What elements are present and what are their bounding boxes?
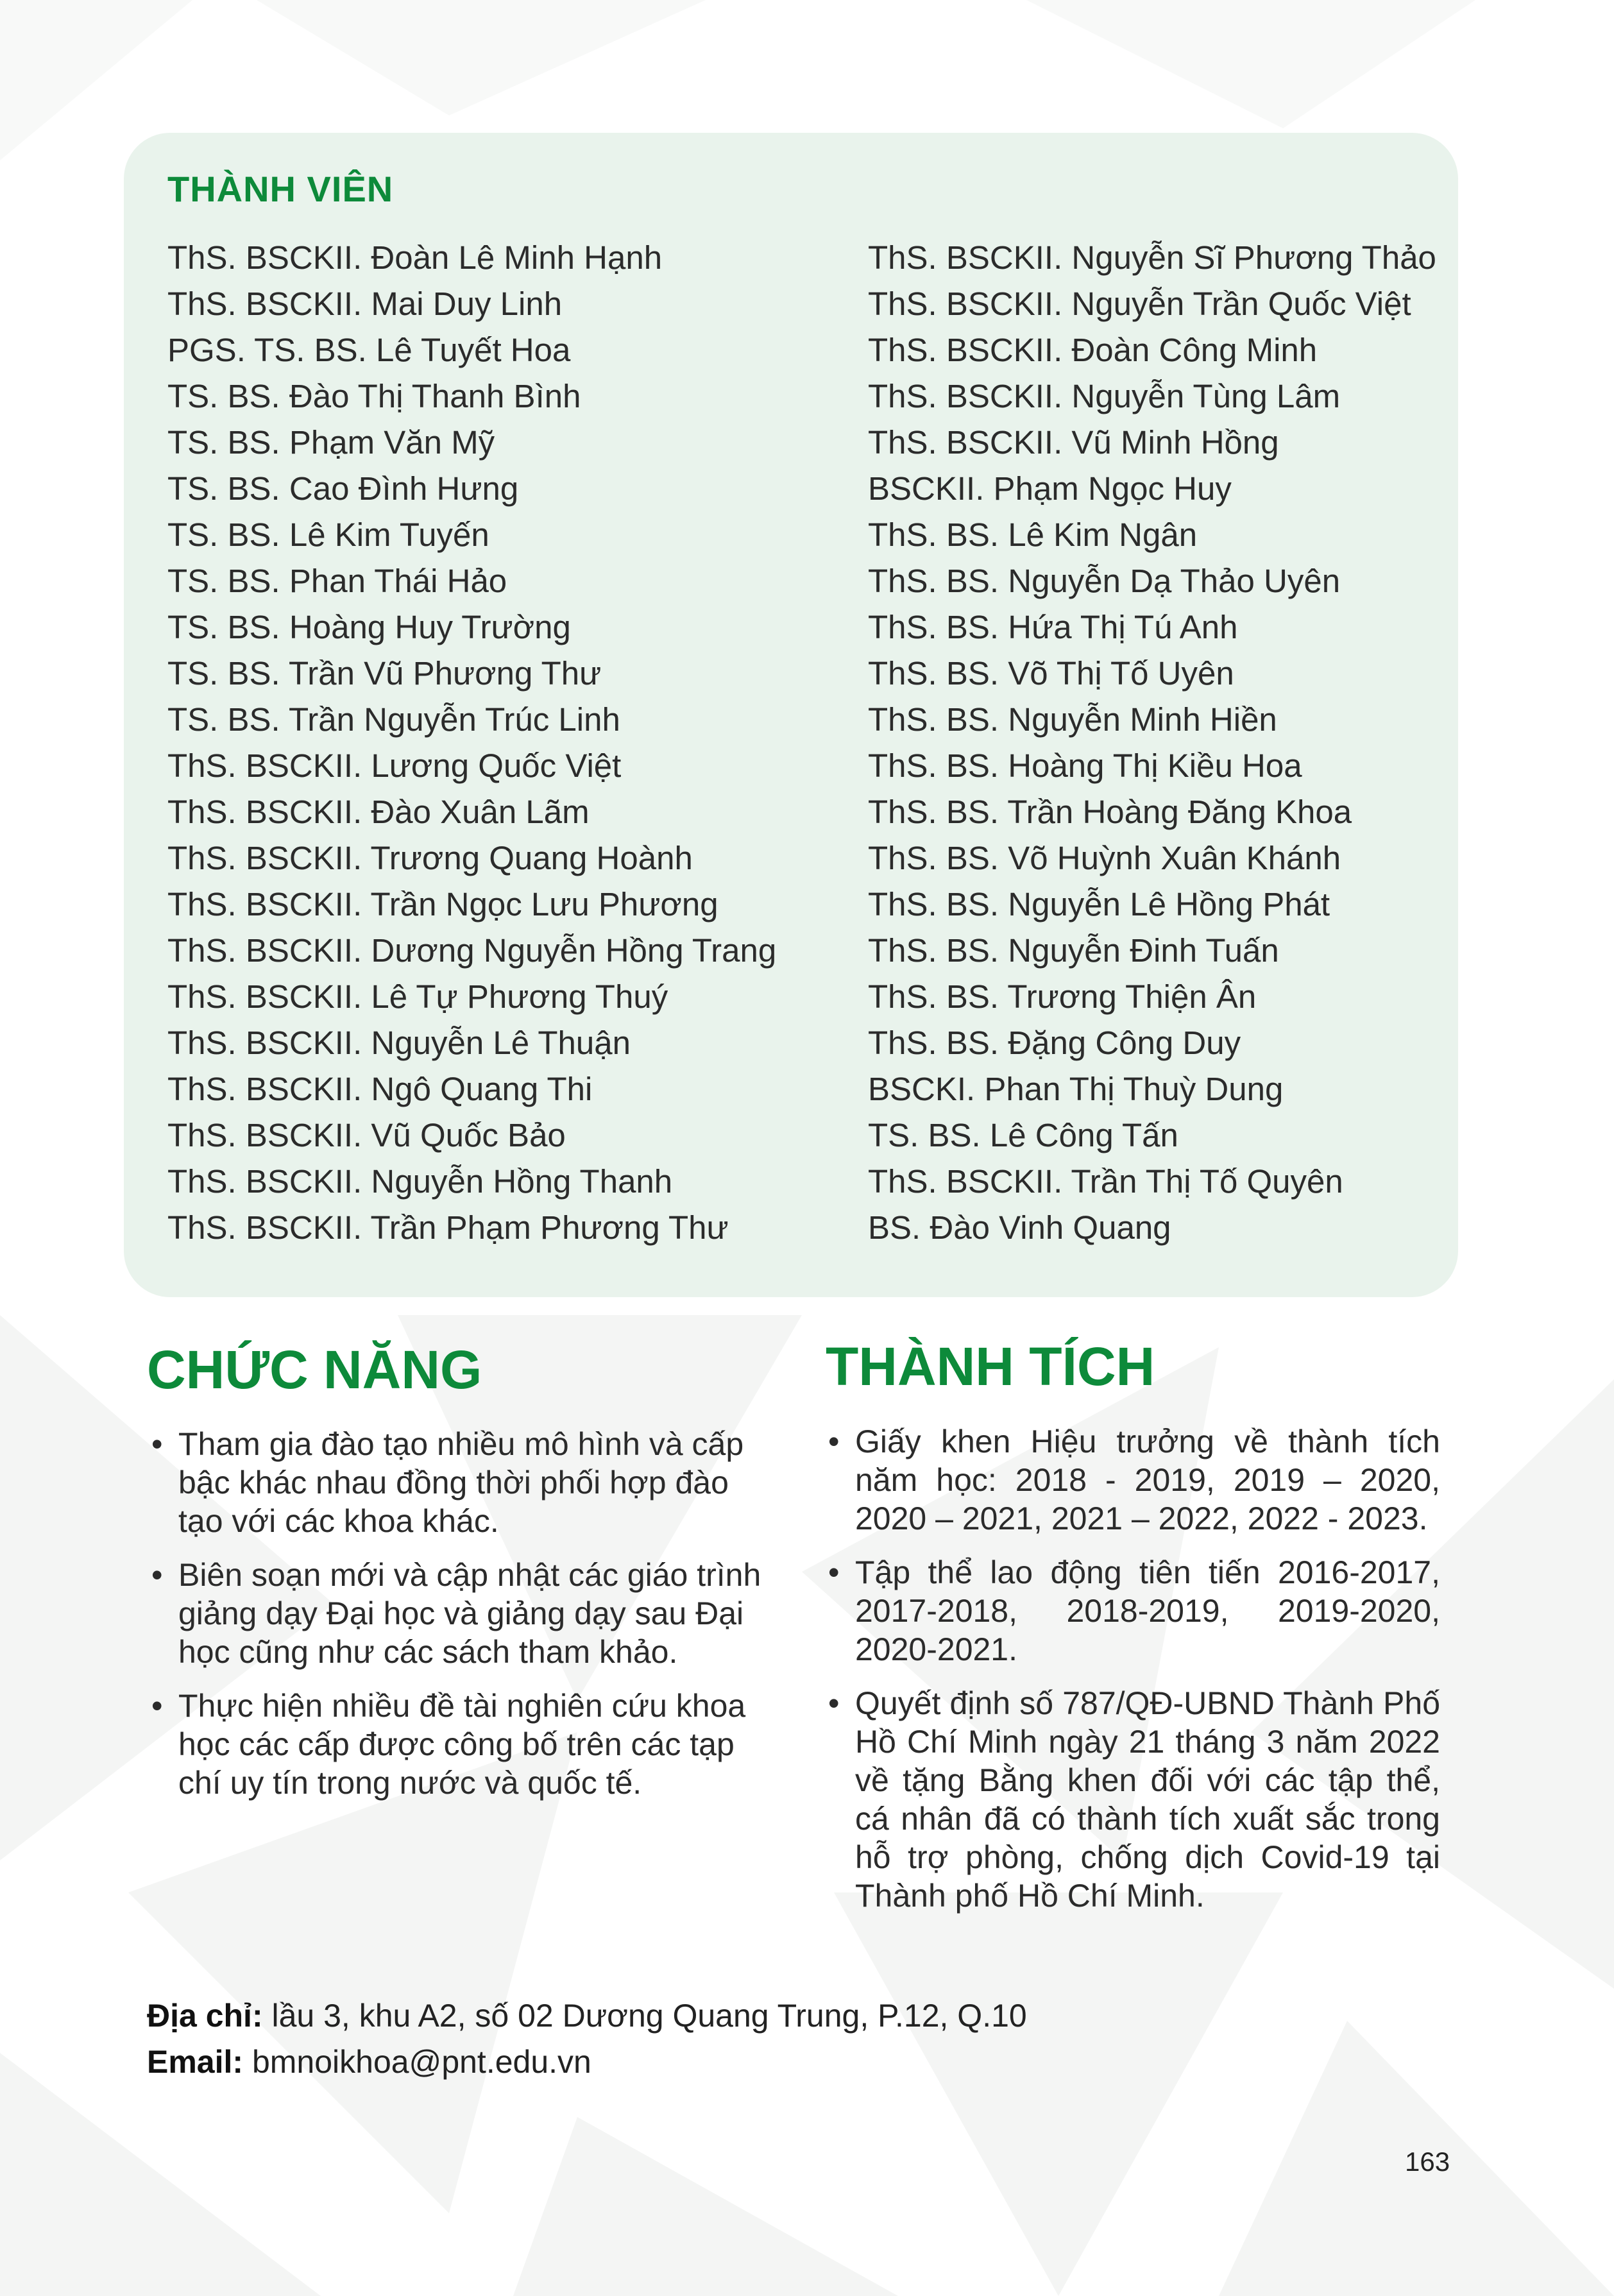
member-name: ThS. BSCKII. Trần Ngọc Lưu Phương [167, 886, 718, 923]
member-name: ThS. BSCKII. Nguyễn Hồng Thanh [167, 1163, 673, 1200]
member-name: TS. BS. Cao Đình Hưng [167, 470, 519, 507]
functions-item-text: Biên soạn mới và cập nhật các giáo trình giảng dạy Đại học và giảng dạy sau Đại học cũng như các sách tham khảo. [178, 1557, 761, 1670]
member-name: ThS. BS. Võ Huỳnh Xuân Khánh [868, 840, 1341, 876]
member-name: ThS. BSCKII. Nguyễn Sĩ Phương Thảo [868, 239, 1436, 276]
member-name: ThS. BSCKII. Đoàn Công Minh [868, 332, 1318, 368]
achievements-item-text: Quyết định số 787/QĐ-UBND Thành Phố Hồ Chí Minh ngày 21 tháng 3 năm 2022 về tặng Bằng khen đối với các tập thể, cá nhân đã có thành tích xuất sắc trong hỗ trợ phòng, chống dịch Covid-19 tại Thành phố Hồ Chí Minh. [855, 1685, 1440, 1914]
member-name: ThS. BS. Hoàng Thị Kiều Hoa [868, 747, 1302, 784]
member-name: TS. BS. Phan Thái Hảo [167, 563, 507, 599]
member-name: ThS. BS. Đặng Công Duy [868, 1025, 1241, 1061]
member-name: ThS. BSCKII. Lương Quốc Việt [167, 747, 622, 784]
functions-heading: CHỨC NĂNG [147, 1339, 482, 1400]
functions-item [149, 1687, 768, 1802]
member-name: ThS. BSCKII. Nguyễn Lê Thuận [167, 1025, 631, 1061]
member-name: ThS. BSCKII. Lê Tự Phương Thuý [167, 978, 668, 1015]
member-name: ThS. BS. Nguyễn Dạ Thảo Uyên [868, 563, 1341, 599]
member-name: BSCKII. Phạm Ngọc Huy [868, 470, 1232, 507]
contact-address [147, 1993, 1027, 2038]
member-name: BS. Đào Vinh Quang [868, 1209, 1171, 1246]
member-name: ThS. BSCKII. Ngô Quang Thi [167, 1071, 593, 1107]
member-name: TS. BS. Trần Nguyễn Trúc Linh [167, 701, 620, 738]
bullet-dot: • [151, 1557, 163, 1593]
member-name: ThS. BSCKII. Nguyễn Tùng Lâm [868, 378, 1341, 414]
bullet-dot: • [828, 1685, 840, 1721]
functions-item [149, 1556, 768, 1671]
email-label: Email: [147, 2044, 244, 2080]
members-heading: THÀNH VIÊN [167, 169, 394, 209]
achievements-item-text: Tập thể lao động tiên tiến 2016-2017, 2017-2018, 2018-2019, 2019-2020, 2020-2021. [855, 1554, 1440, 1667]
member-name: TS. BS. Phạm Văn Mỹ [167, 424, 495, 461]
email-value: bmnoikhoa@pnt.edu.vn [243, 2044, 591, 2080]
member-name: BSCKI. Phan Thị Thuỳ Dung [868, 1071, 1284, 1107]
member-name: ThS. BS. Trương Thiện Ân [868, 978, 1257, 1015]
member-name: ThS. BS. Nguyễn Đinh Tuấn [868, 932, 1279, 969]
member-name: ThS. BSCKII. Đào Xuân Lãm [167, 794, 590, 830]
member-name: ThS. BSCKII. Trần Thị Tố Quyên [868, 1163, 1343, 1200]
member-name: TS. BS. Đào Thị Thanh Bình [167, 378, 581, 414]
bullet-dot: • [151, 1426, 163, 1462]
member-name: TS. BS. Hoàng Huy Trường [167, 609, 571, 645]
address-label: Địa chỉ: [147, 1998, 263, 2034]
member-name: ThS. BSCKII. Trần Phạm Phương Thư [167, 1209, 729, 1246]
member-name: ThS. BS. Nguyễn Minh Hiền [868, 701, 1277, 738]
member-name: ThS. BSCKII. Trương Quang Hoành [167, 840, 693, 876]
member-name: ThS. BSCKII. Nguyễn Trần Quốc Việt [868, 285, 1411, 322]
member-name: TS. BS. Trần Vũ Phương Thư [167, 655, 602, 692]
member-name: ThS. BS. Võ Thị Tố Uyên [868, 655, 1234, 692]
bullet-dot: • [828, 1554, 840, 1590]
member-name: ThS. BSCKII. Vũ Minh Hồng [868, 424, 1279, 461]
contact-email [147, 2039, 591, 2084]
member-name: ThS. BS. Trần Hoàng Đăng Khoa [868, 794, 1352, 830]
member-name: TS. BS. Lê Kim Tuyến [167, 516, 489, 553]
member-name: ThS. BS. Nguyễn Lê Hồng Phát [868, 886, 1330, 923]
bullet-dot: • [151, 1688, 163, 1724]
achievements-item [826, 1422, 1440, 1538]
page-number: 163 [1405, 2147, 1450, 2177]
functions-item-text: Tham gia đào tạo nhiều mô hình và cấp bậc khác nhau đồng thời phối hợp đào tạo với các khoa khác. [178, 1426, 744, 1539]
functions-list [149, 1425, 768, 1817]
member-name: TS. BS. Lê Công Tấn [868, 1117, 1178, 1153]
functions-item-text: Thực hiện nhiều đề tài nghiên cứu khoa học các cấp được công bố trên các tạp chí uy tín trong nước và quốc tế. [178, 1688, 746, 1801]
members-right-column [868, 235, 1445, 1251]
member-name: PGS. TS. BS. Lê Tuyết Hoa [167, 332, 571, 368]
member-name: ThS. BSCKII. Đoàn Lê Minh Hạnh [167, 239, 663, 276]
bullet-dot: • [828, 1424, 840, 1459]
achievements-heading: THÀNH TÍCH [826, 1336, 1155, 1397]
members-left-column [167, 235, 847, 1251]
member-name: ThS. BS. Hứa Thị Tú Anh [868, 609, 1238, 645]
member-name: ThS. BS. Lê Kim Ngân [868, 516, 1198, 553]
member-name: ThS. BSCKII. Dương Nguyễn Hồng Trang [167, 932, 777, 969]
achievements-list [826, 1422, 1440, 1930]
member-name: ThS. BSCKII. Mai Duy Linh [167, 285, 563, 322]
functions-item [149, 1425, 768, 1540]
achievements-item [826, 1553, 1440, 1669]
address-value: lầu 3, khu A2, số 02 Dương Quang Trung, P.12, Q.10 [262, 1998, 1027, 2034]
achievements-item [826, 1684, 1440, 1915]
achievements-item-text: Giấy khen Hiệu trưởng về thành tích năm học: 2018 - 2019, 2019 – 2020, 2020 – 2021, 2021 – 2022, 2022 - 2023. [855, 1424, 1440, 1536]
member-name: ThS. BSCKII. Vũ Quốc Bảo [167, 1117, 566, 1153]
